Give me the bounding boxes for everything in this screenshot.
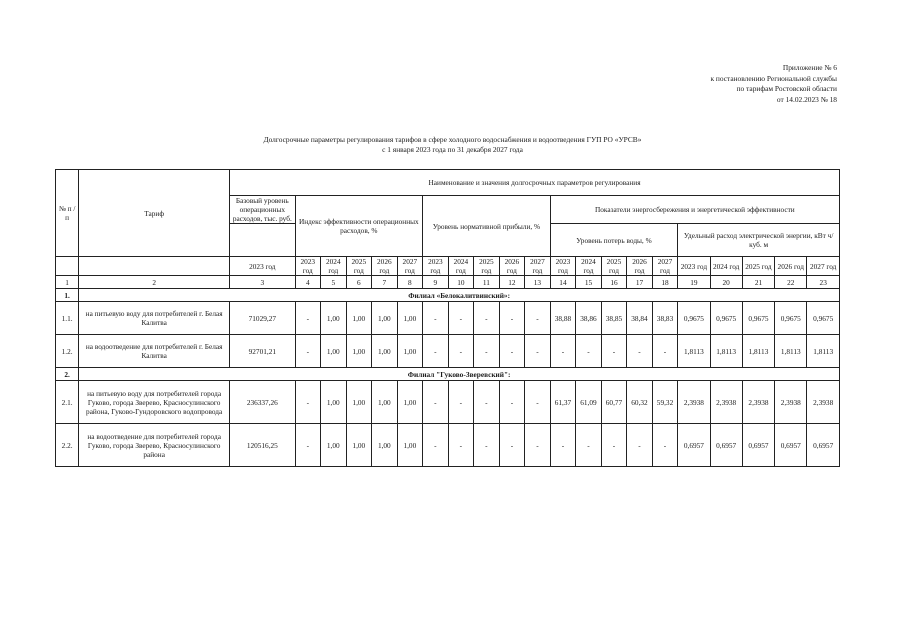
row-tariff: на питьевую воду для потребителей г. Белая Калитва <box>79 302 230 335</box>
parameters-table <box>55 169 840 467</box>
row-value-cell: - <box>499 424 525 467</box>
header-group-main: Наименование и значения долгосрочных параметров регулирования <box>230 170 840 196</box>
column-number-cell: 15 <box>576 276 602 289</box>
row-value-cell: - <box>295 335 321 368</box>
row-value-cell: 60,32 <box>627 381 653 424</box>
appendix-block <box>600 63 837 105</box>
row-value-cell: 0,6957 <box>678 424 710 467</box>
row-value-cell: 1,00 <box>321 335 347 368</box>
row-base-level: 92701,21 <box>230 335 295 368</box>
row-value-cell: 0,9675 <box>742 302 774 335</box>
row-number: 2.2. <box>56 424 79 467</box>
document-title <box>100 135 805 154</box>
row-value-cell: - <box>525 424 551 467</box>
row-value-cell: - <box>423 424 449 467</box>
table-row <box>56 335 840 368</box>
header-water-loss: Уровень потерь воды, % <box>550 224 678 257</box>
column-number-cell: 7 <box>372 276 398 289</box>
row-value-cell: 1,00 <box>321 302 347 335</box>
appendix-line: по тарифам Ростовской области <box>736 84 837 94</box>
header-year-cell: 2024 год <box>710 257 742 276</box>
row-value-cell: - <box>474 335 500 368</box>
row-value-cell: - <box>423 302 449 335</box>
column-number-cell: 23 <box>807 276 840 289</box>
row-value-cell: 1,8113 <box>678 335 710 368</box>
column-number-cell: 19 <box>678 276 710 289</box>
column-numbers-row <box>56 276 840 289</box>
header-tariff: Тариф <box>79 170 230 257</box>
header-year-cell: 2023 год <box>295 257 321 276</box>
row-value-cell: - <box>525 381 551 424</box>
row-value-cell: 1,8113 <box>710 335 742 368</box>
row-value-cell: - <box>627 335 653 368</box>
row-value-cell: - <box>652 335 678 368</box>
appendix-line: Приложение № 6 <box>782 63 837 72</box>
row-value-cell: - <box>601 424 627 467</box>
row-value-cell: 2,3938 <box>775 381 807 424</box>
row-value-cell: 0,6957 <box>775 424 807 467</box>
header-energy-use: Удельный расход электрической энергии, кВт ч/куб. м <box>678 224 840 257</box>
header-year-cell: 2025 год <box>601 257 627 276</box>
row-value-cell: 1,8113 <box>742 335 774 368</box>
row-value-cell: 61,37 <box>550 381 576 424</box>
row-value-cell: - <box>295 302 321 335</box>
header-num: № п /п <box>56 170 79 257</box>
row-value-cell: - <box>295 381 321 424</box>
row-tariff: на водоотведение для потребителей г. Белая Калитва <box>79 335 230 368</box>
column-number-cell: 20 <box>710 276 742 289</box>
header-years-row <box>56 257 840 276</box>
row-value-cell: 1,8113 <box>775 335 807 368</box>
header-row-1 <box>56 170 840 196</box>
appendix-line: к постановлению Региональной службы <box>710 73 837 83</box>
header-year-cell: 2024 год <box>321 257 347 276</box>
header-year-cell: 2023 год <box>678 257 710 276</box>
row-base-level: 236337,26 <box>230 381 295 424</box>
row-value-cell: 1,00 <box>397 381 423 424</box>
row-value-cell: - <box>423 335 449 368</box>
row-value-cell: 60,77 <box>601 381 627 424</box>
column-number-cell: 1 <box>56 276 79 289</box>
header-year-cell: 2026 год <box>627 257 653 276</box>
column-number-cell: 18 <box>652 276 678 289</box>
section-title: Филиал «Белокалитвинский»: <box>79 289 840 302</box>
row-tariff: на питьевую воду для потребителей города Гуково, города Зверево, Красносулинского района, Гуково-Гундоровского водопровода <box>79 381 230 424</box>
table-row <box>56 302 840 335</box>
header-base-level-cont <box>230 224 295 257</box>
header-year-cell: 2025 год <box>346 257 372 276</box>
row-value-cell: 1,00 <box>372 335 398 368</box>
row-value-cell: - <box>423 381 449 424</box>
row-value-cell: 59,32 <box>652 381 678 424</box>
row-value-cell: 2,3938 <box>742 381 774 424</box>
row-value-cell: - <box>550 335 576 368</box>
header-year-cell: 2027 год <box>525 257 551 276</box>
table-row <box>56 424 840 467</box>
column-number-cell: 3 <box>230 276 295 289</box>
row-value-cell: 2,3938 <box>678 381 710 424</box>
header-year-cell: 2026 год <box>499 257 525 276</box>
row-value-cell: 1,00 <box>397 424 423 467</box>
row-value-cell: 38,83 <box>652 302 678 335</box>
title-line-2: с 1 января 2023 года по 31 декабря 2027 года <box>382 144 523 154</box>
column-number-cell: 5 <box>321 276 347 289</box>
row-value-cell: 38,86 <box>576 302 602 335</box>
row-value-cell: - <box>499 335 525 368</box>
row-base-level: 71029,27 <box>230 302 295 335</box>
row-number: 2.1. <box>56 381 79 424</box>
row-value-cell: 0,6957 <box>742 424 774 467</box>
row-number: 1.1. <box>56 302 79 335</box>
header-year-cell: 2027 год <box>807 257 840 276</box>
table-body <box>56 170 840 467</box>
row-value-cell: - <box>474 424 500 467</box>
header-year-cell: 2023 год <box>423 257 449 276</box>
row-value-cell: - <box>652 424 678 467</box>
row-value-cell: - <box>474 302 500 335</box>
header-year-cell: 2025 год <box>474 257 500 276</box>
column-number-cell: 9 <box>423 276 449 289</box>
row-value-cell: 1,00 <box>372 302 398 335</box>
row-value-cell: - <box>448 335 474 368</box>
row-value-cell: - <box>525 302 551 335</box>
row-value-cell: - <box>499 302 525 335</box>
header-year-cell: 2025 год <box>742 257 774 276</box>
column-number-cell: 6 <box>346 276 372 289</box>
header-base-level: Базовый уровень операционных расходов, тыс. руб. <box>230 196 295 224</box>
header-energy-group: Показатели энергосбережения и энергетической эффективности <box>550 196 839 224</box>
column-number-cell: 2 <box>79 276 230 289</box>
row-value-cell: - <box>576 335 602 368</box>
header-year-cell: 2023 год <box>550 257 576 276</box>
header-year-cell: 2024 год <box>448 257 474 276</box>
row-value-cell: 1,00 <box>346 424 372 467</box>
section-title: Филиал "Гуково-Зверевский": <box>79 368 840 381</box>
header-year-cell: 2024 год <box>576 257 602 276</box>
row-value-cell: - <box>448 302 474 335</box>
row-value-cell: 0,6957 <box>807 424 840 467</box>
row-value-cell: 0,6957 <box>710 424 742 467</box>
row-value-cell: 38,84 <box>627 302 653 335</box>
column-number-cell: 4 <box>295 276 321 289</box>
header-year-cell: 2026 год <box>372 257 398 276</box>
header-tariff-empty <box>79 257 230 276</box>
row-value-cell: - <box>525 335 551 368</box>
row-value-cell: 1,00 <box>346 381 372 424</box>
row-base-level: 120516,25 <box>230 424 295 467</box>
row-value-cell: 1,00 <box>346 335 372 368</box>
column-number-cell: 12 <box>499 276 525 289</box>
header-profit-level-label: Уровень нормативной прибыли, % <box>432 221 541 231</box>
header-efficiency-index-label: Индекс эффективности операционных расходов, % <box>298 217 419 235</box>
row-value-cell: - <box>627 424 653 467</box>
header-year-cell: 2026 год <box>775 257 807 276</box>
row-value-cell: 0,9675 <box>710 302 742 335</box>
section-row <box>56 368 840 381</box>
row-value-cell: 1,00 <box>321 381 347 424</box>
header-efficiency-index <box>295 196 423 257</box>
header-year-cell: 2027 год <box>652 257 678 276</box>
row-value-cell: 1,00 <box>346 302 372 335</box>
row-value-cell: - <box>499 381 525 424</box>
section-number: 1. <box>56 289 79 302</box>
row-value-cell: - <box>448 381 474 424</box>
row-value-cell: 0,9675 <box>807 302 840 335</box>
row-value-cell: 1,8113 <box>807 335 840 368</box>
column-number-cell: 16 <box>601 276 627 289</box>
row-value-cell: - <box>576 424 602 467</box>
row-value-cell: 61,09 <box>576 381 602 424</box>
row-value-cell: - <box>601 335 627 368</box>
row-value-cell: 1,00 <box>372 381 398 424</box>
row-value-cell: 38,88 <box>550 302 576 335</box>
row-value-cell: 38,85 <box>601 302 627 335</box>
section-row <box>56 289 840 302</box>
row-value-cell: 2,3938 <box>710 381 742 424</box>
row-value-cell: 2,3938 <box>807 381 840 424</box>
column-number-cell: 14 <box>550 276 576 289</box>
row-value-cell: 1,00 <box>397 335 423 368</box>
column-number-cell: 21 <box>742 276 774 289</box>
row-number: 1.2. <box>56 335 79 368</box>
column-number-cell: 11 <box>474 276 500 289</box>
row-value-cell: 0,9675 <box>678 302 710 335</box>
row-value-cell: 1,00 <box>397 302 423 335</box>
row-value-cell: 1,00 <box>372 424 398 467</box>
row-value-cell: - <box>295 424 321 467</box>
column-number-cell: 8 <box>397 276 423 289</box>
header-num-empty <box>56 257 79 276</box>
row-value-cell: - <box>550 424 576 467</box>
header-base-year: 2023 год <box>230 257 295 276</box>
header-profit-level <box>423 196 551 257</box>
appendix-line: от 14.02.2023 № 18 <box>776 94 837 104</box>
row-value-cell: - <box>448 424 474 467</box>
table-row <box>56 381 840 424</box>
column-number-cell: 13 <box>525 276 551 289</box>
row-value-cell: - <box>474 381 500 424</box>
title-line-1: Долгосрочные параметры регулирования тарифов в сфере холодного водоснабжения и водоотведения ГУП РО «УРСВ» <box>263 135 642 144</box>
header-year-cell: 2027 год <box>397 257 423 276</box>
column-number-cell: 17 <box>627 276 653 289</box>
row-tariff: на водоотведение для потребителей города Гуково, города Зверево, Красносулинского района <box>79 424 230 467</box>
row-value-cell: 1,00 <box>321 424 347 467</box>
section-number: 2. <box>56 368 79 381</box>
column-number-cell: 22 <box>775 276 807 289</box>
row-value-cell: 0,9675 <box>775 302 807 335</box>
column-number-cell: 10 <box>448 276 474 289</box>
